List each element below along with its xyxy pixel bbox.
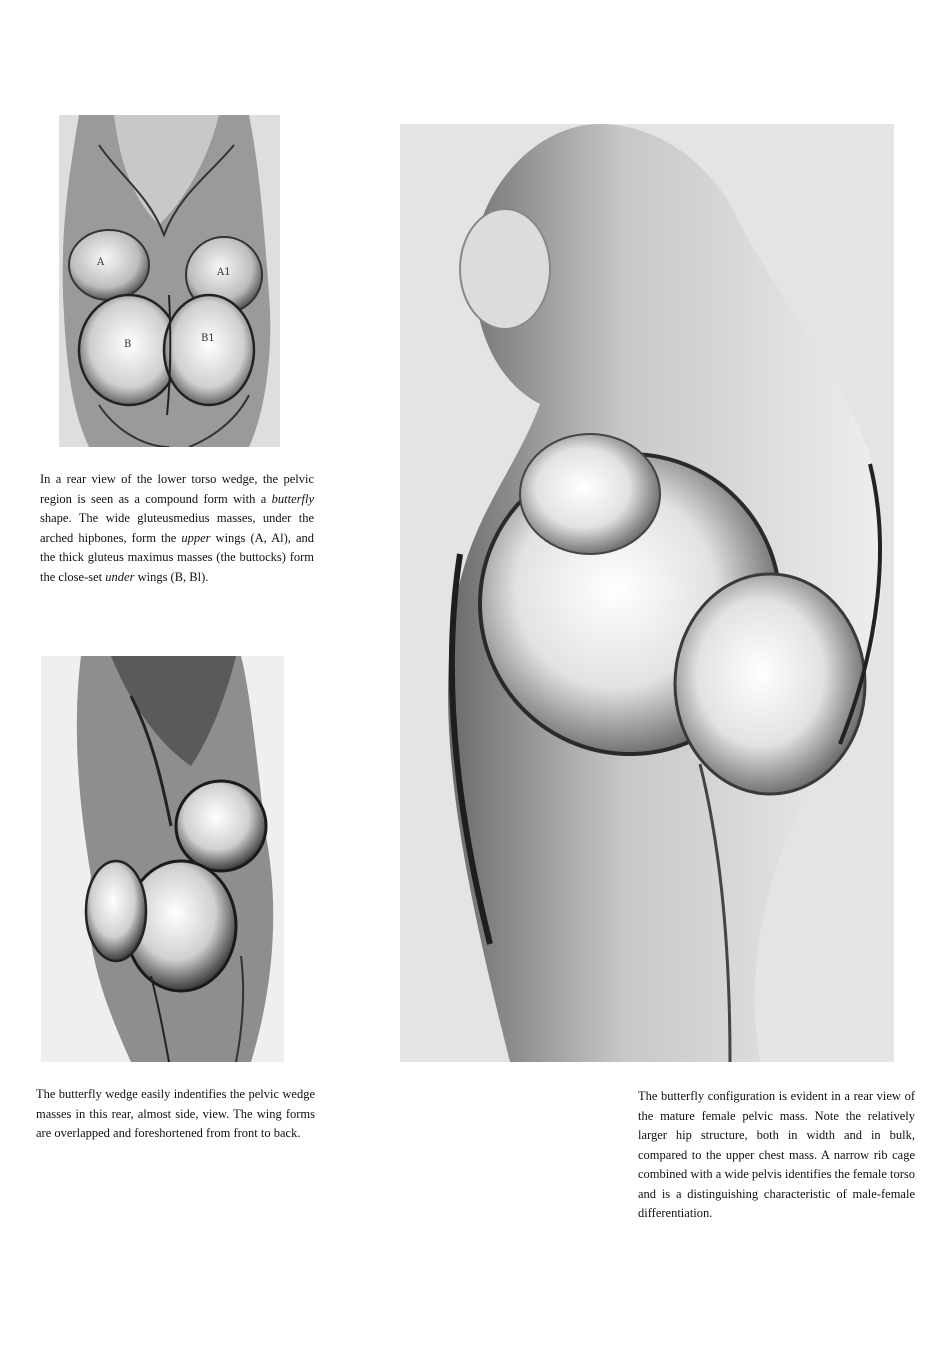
caption-butterfly-wedge: The butterfly wedge easily indentifies the pelvic wedge masses in this rear, almost side, view. The wing forms are overlapped and foreshortened from front to back. (36, 1087, 315, 1140)
figure-female-pelvic-drawing (400, 124, 894, 1062)
label-b: B (124, 339, 132, 350)
caption1-part3: wings (A, Al), and the thick gluteus maximus masses (the buttocks) form the close-set (40, 530, 315, 584)
caption1-part1: In a rear view of the lower torso wedge, the pelvic region is seen as a compound form with a (40, 472, 314, 506)
label-a: A (97, 257, 105, 268)
caption-butterfly-configuration: The butterfly configuration is evident in a rear view of the mature female pelvic mass. Note the relatively larger hip structure, both in width and in bulk, compared to the upper chest mass. A narrow rib cage combined with a wide pelvis identifies the female torso and is a distinguishing characteristic of male-female differentiation. (638, 1089, 916, 1220)
caption1-emphasis-butterfly: butterfly (271, 491, 314, 506)
caption1-part2: shape. The wide gluteusmedius masses, under the arched hipbones, form the (40, 511, 314, 545)
caption-butterfly-shape (40, 470, 314, 587)
figure-rear-side-drawing (41, 656, 284, 1062)
label-a1: A1 (217, 267, 231, 278)
label-b1: B1 (201, 333, 215, 344)
figure-rear-side-view (41, 656, 284, 1062)
figure-female-pelvic-mass (400, 124, 894, 1062)
caption1-emphasis-under: under (105, 569, 135, 584)
figure-rear-view-labeled (59, 115, 280, 447)
caption1-part4: wings (B, Bl). (134, 569, 209, 584)
caption1-emphasis-upper: upper (181, 530, 211, 545)
figure-rear-view-drawing (59, 115, 280, 447)
